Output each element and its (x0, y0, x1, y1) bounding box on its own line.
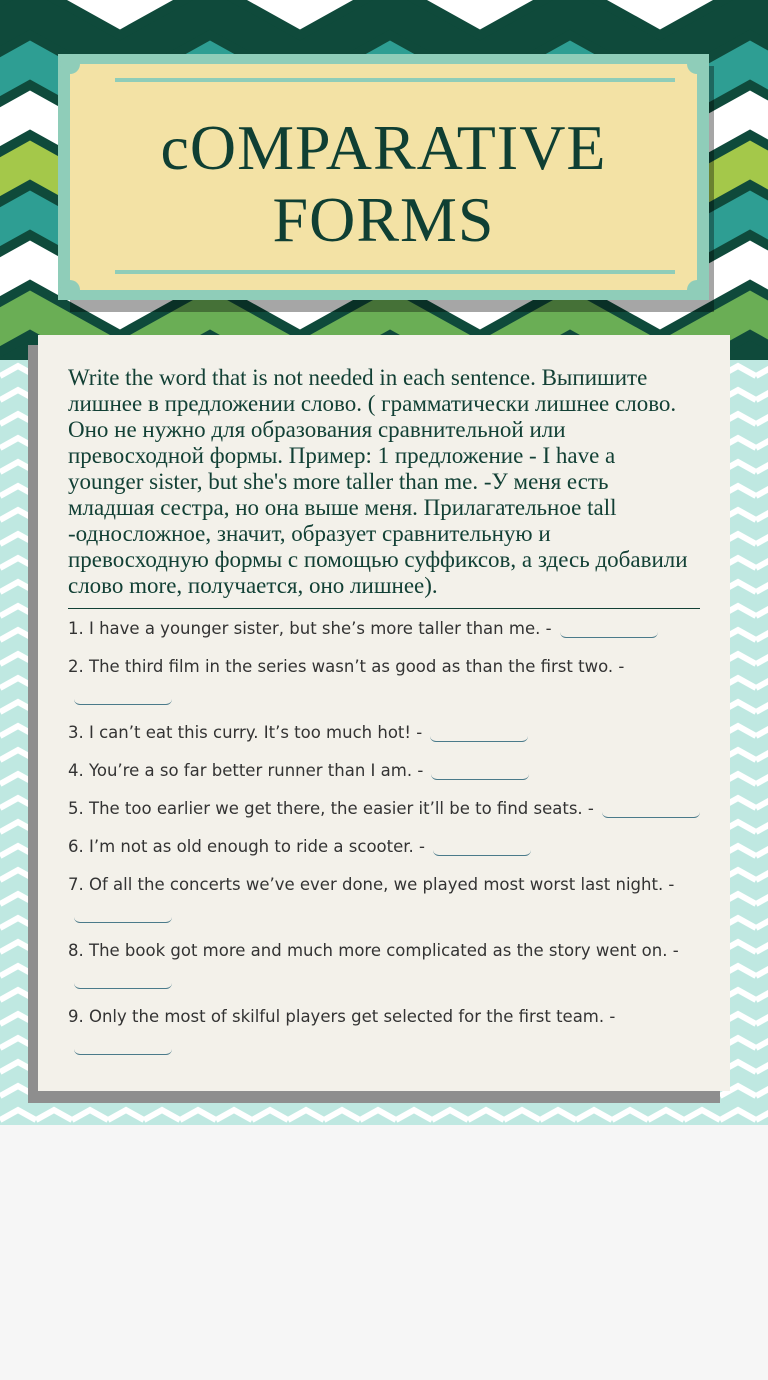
page-title (70, 112, 697, 256)
exercise-item-1 (68, 619, 700, 639)
answer-field-2[interactable] (74, 688, 172, 705)
exercise-item-5 (68, 799, 700, 819)
answer-field-8[interactable] (74, 972, 172, 989)
title-rule-top (115, 78, 675, 82)
corner-ornament (60, 54, 80, 74)
exercise-text: 2. The third film in the series wasn’t as good as than the first two. - (68, 657, 625, 676)
answer-field-5[interactable] (602, 801, 700, 818)
exercise-text: 6. I’m not as old enough to ride a scooter. - (68, 837, 425, 856)
title-rule-bottom (115, 270, 675, 274)
answer-field-7[interactable] (74, 906, 172, 923)
exercise-item-8 (68, 941, 700, 989)
title-line-1: cOMPARATIVE (160, 112, 607, 183)
exercise-item-6 (68, 837, 700, 857)
exercise-text: 7. Of all the concerts we’ve ever done, we played most worst last night. - (68, 875, 675, 894)
exercise-item-7 (68, 875, 700, 923)
exercise-text: 9. Only the most of skilful players get selected for the first team. - (68, 1007, 616, 1026)
worksheet-card (38, 335, 730, 1091)
title-card (58, 54, 709, 300)
answer-field-4[interactable] (431, 763, 529, 780)
title-panel (70, 64, 697, 290)
exercise-text: 4. You’re a so far better runner than I am. - (68, 761, 424, 780)
exercise-item-3 (68, 723, 700, 743)
corner-ornament (687, 54, 707, 74)
answer-field-1[interactable] (560, 621, 658, 638)
exercise-item-2 (68, 657, 700, 705)
answer-field-3[interactable] (430, 725, 528, 742)
answer-field-6[interactable] (433, 839, 531, 856)
corner-ornament (687, 280, 707, 300)
exercise-list (68, 619, 700, 1073)
exercise-item-4 (68, 761, 700, 781)
instructions-text: Write the word that is not needed in each sentence. Выпишите лишнее в предложении слово. ( грамматически лишнее слово. Оно не нужно для образования сравнительной или превосходной формы. Пример: 1 предложение - I have a younger sister, but she's more taller than me. -У меня есть младшая сестра, но она выше меня. Прилагательное tall -односложное, значит, образует сравнительную и превосходную формы с помощью суффиксов, а здесь добавили слово more, получается, оно лишнее). (68, 365, 688, 598)
answer-field-9[interactable] (74, 1038, 172, 1055)
exercise-text: 1. I have a younger sister, but she’s more taller than me. - (68, 619, 552, 638)
corner-ornament (60, 280, 80, 300)
exercise-item-9 (68, 1007, 700, 1055)
divider (68, 608, 700, 609)
title-line-2: FORMS (272, 184, 495, 255)
exercise-text: 3. I can’t eat this curry. It’s too much hot! - (68, 723, 423, 742)
exercise-text: 5. The too earlier we get there, the easier it’ll be to find seats. - (68, 799, 594, 818)
exercise-text: 8. The book got more and much more complicated as the story went on. - (68, 941, 679, 960)
